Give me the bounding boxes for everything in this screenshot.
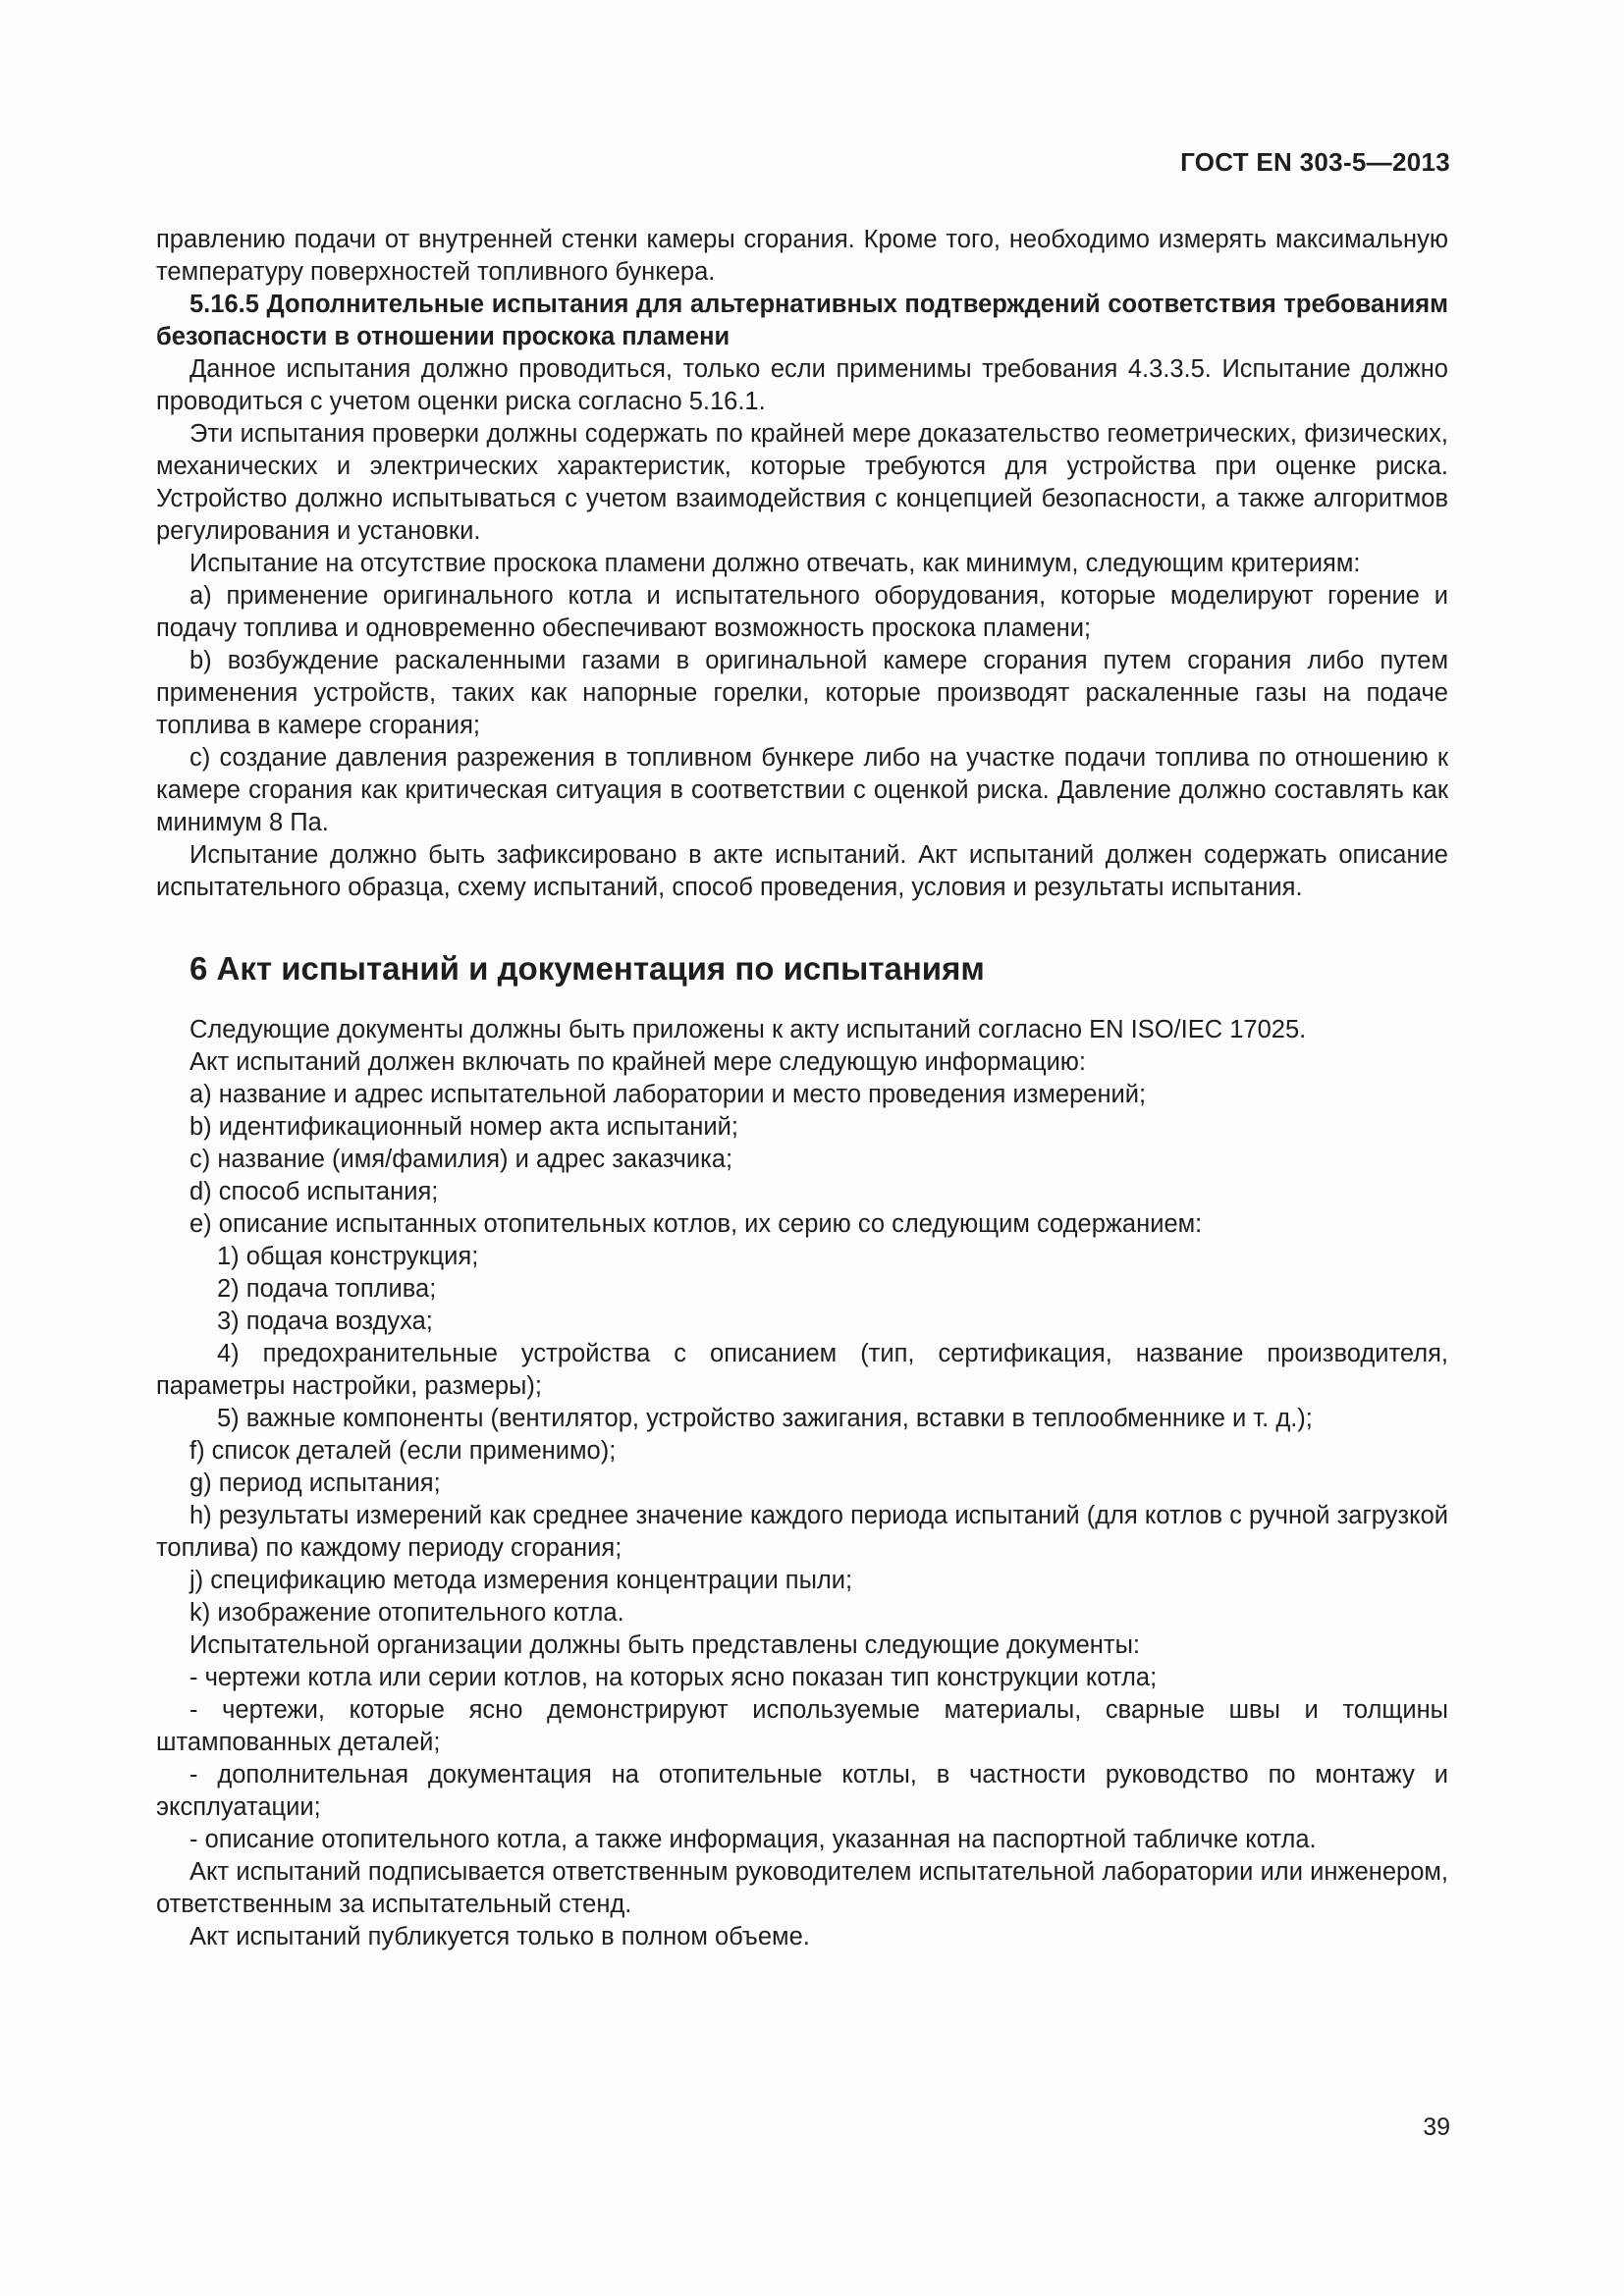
subsection-title: 5.16.5 Дополнительные испытания для альтернативных подтверждений соответствия требованиям безопасности в отношении проскока пламени [156, 291, 1448, 350]
list-item: b) возбуждение раскаленными газами в оригинальной камере сгорания путем сгорания либо путем применения устройств, таких как напорные горелки, которые производят раскаленные газы на подаче топлива в камере сгорания; [156, 647, 1448, 739]
dash-item: - описание отопительного котла, а также информация, указанная на паспортной табличке котла. [189, 1826, 1317, 1853]
list-item: b) идентификационный номер акта испытаний; [189, 1113, 738, 1141]
paragraph: Испытание на отсутствие проскока пламени должно отвечать, как минимум, следующим критериям: [189, 550, 1361, 577]
page-body [156, 224, 1448, 1953]
list-item: c) создание давления разрежения в топливном бункере либо на участке подачи топлива по отношению к камере сгорания как критическая ситуация в соответствии с оценкой риска. Давление должно составлять как минимум 8 Па. [156, 744, 1448, 836]
paragraph: Акт испытаний публикуется только в полном объеме. [189, 1923, 810, 1950]
paragraph: Акт испытаний должен включать по крайней мере следующую информацию: [189, 1048, 1087, 1076]
list-item: a) название и адрес испытательной лаборатории и место проведения измерений; [189, 1081, 1147, 1108]
sub-list-item: 1) общая конструкция; [217, 1243, 479, 1270]
paragraph: Акт испытаний подписывается ответственным руководителем испытательной лаборатории или инженером, ответственным за испытательный стенд. [156, 1858, 1448, 1918]
section-title: 6 Акт испытаний и документация по испытаниям [189, 950, 985, 987]
list-item: a) применение оригинального котла и испытательного оборудования, которые моделируют горение и подачу топлива и одновременно обеспечивают возможность проскока пламени; [156, 582, 1448, 642]
sub-list-item: 5) важные компоненты (вентилятор, устройство зажигания, вставки в теплообменнике и т. д.); [217, 1405, 1313, 1432]
paragraph: Данное испытания должно проводиться, только если применимы требования 4.3.3.5. Испытание должно проводиться с учетом оценки риска согласно 5.16.1. [156, 355, 1448, 415]
list-item: d) способ испытания; [189, 1178, 439, 1205]
list-item: g) период испытания; [189, 1469, 441, 1497]
sub-list-item: 3) подача воздуха; [217, 1308, 433, 1335]
page-number: 39 [1423, 2113, 1450, 2141]
list-item: c) название (имя/фамилия) и адрес заказчика; [189, 1146, 733, 1173]
paragraph: Следующие документы должны быть приложены к акту испытаний согласно EN ISO/IEC 17025. [189, 1016, 1307, 1043]
intro-paragraph: правлению подачи от внутренней стенки камеры сгорания. Кроме того, необходимо измерять максимальную температуру поверхностей топливного бункера. [156, 226, 1448, 286]
sub-list-item: 2) подача топлива; [217, 1275, 437, 1303]
paragraph: Испытательной организации должны быть представлены следующие документы: [189, 1631, 1140, 1659]
page-header: ГОСТ EN 303-5—2013 [1180, 147, 1450, 177]
dash-item: - чертежи котла или серии котлов, на которых ясно показан тип конструкции котла; [189, 1664, 1158, 1691]
list-item: j) спецификацию метода измерения концентрации пыли; [189, 1567, 853, 1594]
paragraph: Эти испытания проверки должны содержать по крайней мере доказательство геометрических, физических, механических и электрических характеристик, которые требуются для устройства при оценке риска. Устройство должно испытываться с учетом взаимодействия с концепцией безопасности, а также алгоритмов регулирования и установки. [156, 420, 1448, 545]
list-item: h) результаты измерений как среднее значение каждого периода испытаний (для котлов с ручной загрузкой топлива) по каждому периоду сгорания; [156, 1502, 1448, 1562]
list-item: f) список деталей (если применимо); [189, 1437, 617, 1465]
paragraph: Испытание должно быть зафиксировано в акте испытаний. Акт испытаний должен содержать описание испытательного образца, схему испытаний, способ проведения, условия и результаты испытания. [156, 841, 1448, 901]
sub-list-item: 4) предохранительные устройства с описанием (тип, сертификация, название производителя, параметры настройки, размеры); [156, 1340, 1448, 1400]
dash-item: - дополнительная документация на отопительные котлы, в частности руководство по монтажу и эксплуатации; [156, 1761, 1448, 1821]
dash-item: - чертежи, которые ясно демонстрируют используемые материалы, сварные швы и толщины штампованных деталей; [156, 1696, 1448, 1756]
list-item: k) изображение отопительного котла. [189, 1599, 624, 1627]
list-item: e) описание испытанных отопительных котлов, их серию со следующим содержанием: [189, 1210, 1203, 1238]
